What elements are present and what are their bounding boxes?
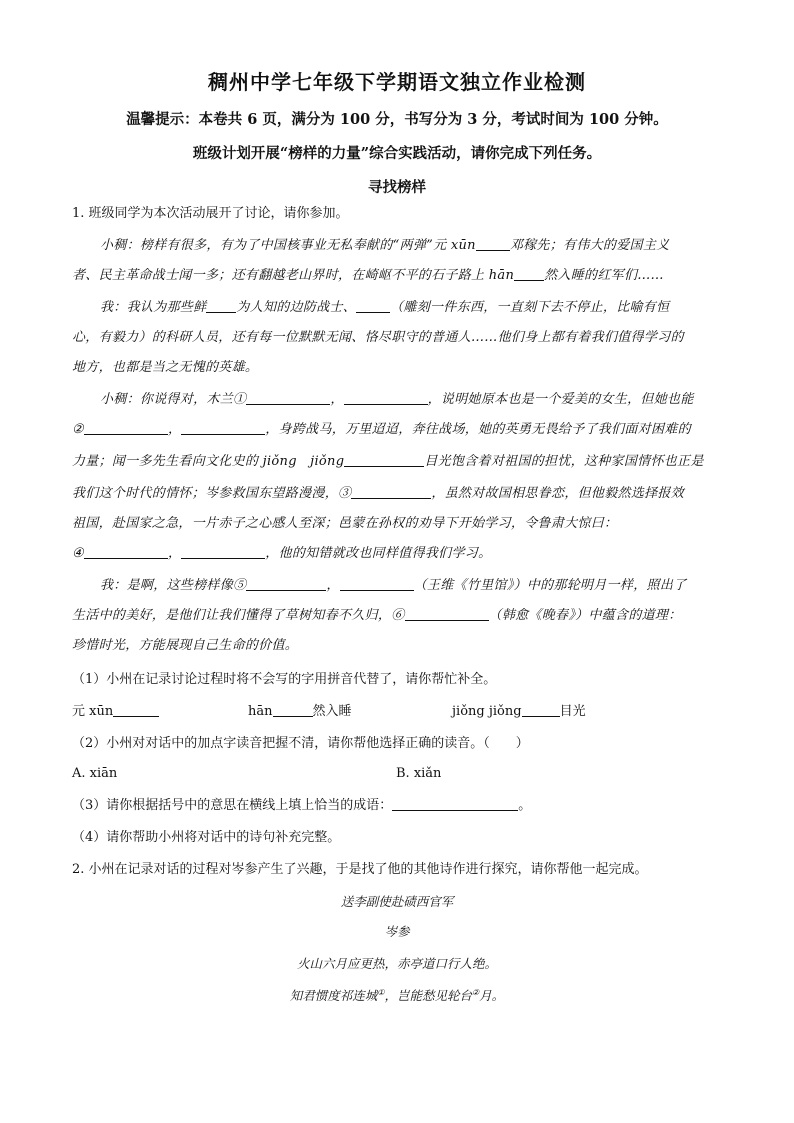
dialogue-line: 我：我认为那些鲜 为人知的边防战士、 （雕刻一件东西，一直刻下去不停止，比喻有恒 (100, 300, 670, 315)
dialogue-line: ④ ， ，他的知错就改也同样值得我们学习。 (72, 546, 492, 561)
answer-blank[interactable] (113, 702, 159, 717)
answer-blank[interactable] (181, 544, 265, 559)
poem-author: 岑参 (384, 924, 410, 939)
dialogue-line: 小稠：你说得对，木兰① ， ，说明她原本也是一个爱美的女生，但她也能 (100, 392, 694, 407)
question-1: 1. 班级同学为本次活动展开了讨论，请你参加。 (72, 206, 349, 221)
fill-row: hān 然入睡 (248, 704, 352, 719)
poem-line: 知君惯度祁连城①，岂能愁见轮台②月。 (289, 987, 505, 1003)
answer-blank[interactable] (356, 298, 390, 313)
page-title: 稠州中学七年级下学期语文独立作业检测 (208, 70, 586, 94)
fill-row: jiǒng jiǒng 目光 (452, 704, 586, 719)
poem-title: 送李副使赴碛西官军 (340, 894, 454, 909)
dialogue-line: 者、民主革命战士闻一多；还有翻越老山界时，在崎岖不平的石子路上 hān 然入睡的红军们…… (72, 268, 664, 283)
dialogue-line: 力量；闻一多先生看向文化史的 jiǒng jiǒng 目光饱含着对祖国的担忧，这种家国情怀也正是 (72, 454, 704, 469)
poem-line: 火山六月应更热，赤亭道口行人绝。 (296, 956, 497, 971)
question-2: 2. 小州在记录对话的过程对岑参产生了兴趣，于是找了他的其他诗作进行探究，请你帮他一起完成。 (72, 862, 648, 877)
fill-row: 元 xūn (72, 702, 159, 722)
dialogue-line: 珍惜时光，方能展现自己生命的价值。 (72, 638, 299, 653)
answer-blank[interactable] (246, 390, 330, 405)
answer-blank[interactable] (476, 236, 510, 251)
sub-question-2: （2）小州对对话中的加点字读音把握不清，请你帮他选择正确的读音。（ ） (72, 736, 529, 751)
answer-blank[interactable] (273, 702, 313, 717)
activity-intro: 班级计划开展“榜样的力量”综合实践活动，请你完成下列任务。 (192, 145, 602, 162)
answer-blank[interactable] (84, 420, 168, 435)
answer-blank[interactable] (246, 576, 326, 591)
answer-blank[interactable] (392, 796, 518, 811)
dialogue-line: 生活中的美好，是他们让我们懂得了草树知春不久归，⑥ （韩愈《晚春》）中蕴含的道理： (72, 608, 682, 623)
dialogue-line: 我们这个时代的情怀；岑参救国东望路漫漫，③ ，虽然对故国相思眷恋，但他毅然选择报效 (72, 486, 685, 501)
dialogue-line: 地方，也都是当之无愧的英雄。 (72, 360, 259, 375)
sub-question-1: （1）小州在记录讨论过程时将不会写的字用拼音代替了，请你帮忙补全。 (72, 672, 497, 687)
dialogue-line: ② ， ，身跨战马，万里迢迢，奔往战场，她的英勇无畏给予了我们面对困难的 (72, 422, 691, 437)
answer-blank[interactable] (522, 702, 560, 717)
sub-question-4: （4）请你帮助小州将对话中的诗句补充完整。 (72, 830, 341, 845)
answer-blank[interactable] (181, 420, 265, 435)
answer-blank[interactable] (206, 298, 236, 313)
answer-blank[interactable] (405, 606, 489, 621)
answer-blank[interactable] (344, 390, 428, 405)
sub-question-3: （3）请你根据括号中的意思在横线上填上恰当的成语： 。 (72, 798, 532, 813)
exam-tip: 温馨提示：本卷共 6 页，满分为 100 分，书写分为 3 分，考试时间为 100 分钟。 (126, 111, 668, 128)
answer-blank[interactable] (340, 576, 414, 591)
dialogue-line: 小稠：榜样有很多，有为了中国核事业无私奉献的“两弹”元 xūn 邓稼先；有伟大的爱国主义 (100, 238, 670, 253)
section-heading: 寻找榜样 (368, 179, 426, 196)
answer-blank[interactable] (344, 452, 424, 467)
answer-blank[interactable] (84, 544, 168, 559)
option-b[interactable]: B. xiǎn (396, 766, 442, 781)
answer-blank[interactable] (514, 266, 544, 281)
dialogue-line: 祖国，赴国家之急，一片赤子之心感人至深；邑蒙在孙权的劝导下开始学习，令鲁肃大惊曰： (72, 516, 618, 531)
option-a[interactable]: A. xiān (72, 766, 118, 781)
dialogue-line: 心，有毅力）的科研人员，还有每一位默默无闻、恪尽职守的普通人……他们身上都有着我们值得学习的 (72, 330, 684, 345)
dialogue-line: 我：是啊，这些榜样像⑤ ， （王维《竹里馆》）中的那轮明月一样，照出了 (100, 578, 687, 593)
answer-blank[interactable] (351, 484, 431, 499)
